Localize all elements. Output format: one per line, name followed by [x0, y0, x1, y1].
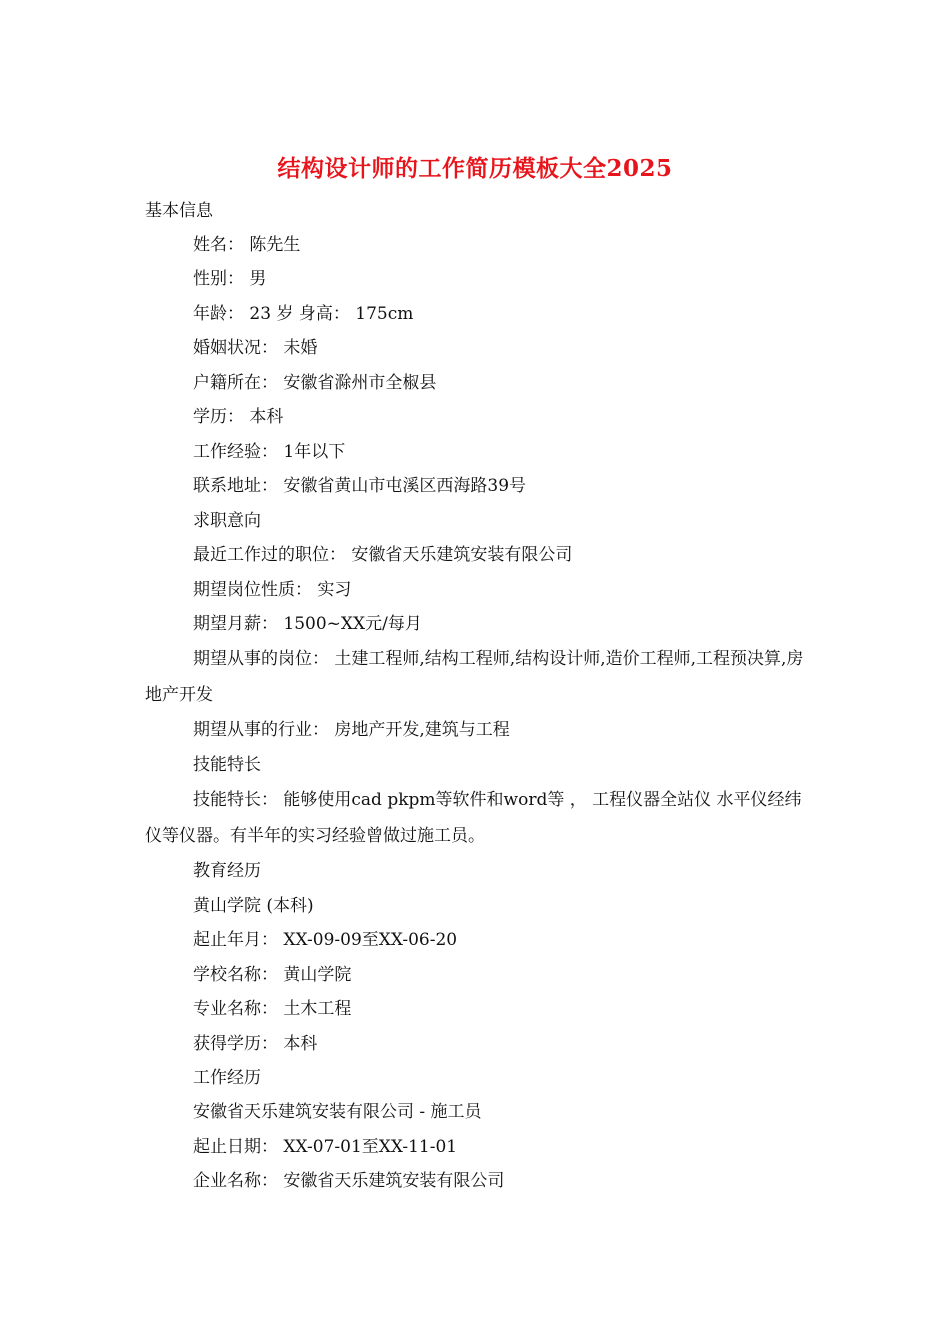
- field-hukou: 户籍所在： 安徽省滁州市全椒县: [193, 373, 437, 393]
- field-salary: 期望月薪： 1500~XX元/每月: [193, 614, 422, 634]
- education-school-line: 黄山学院 (本科): [193, 896, 314, 916]
- field-recent-position: 最近工作过的职位： 安徽省天乐建筑安装有限公司: [193, 545, 573, 565]
- field-job-type: 期望岗位性质： 实习: [193, 580, 352, 600]
- field-education: 学历： 本科: [193, 407, 284, 427]
- field-company: 企业名称： 安徽省天乐建筑安装有限公司: [193, 1171, 505, 1191]
- field-marital: 婚姻状况： 未婚: [193, 338, 318, 358]
- work-company-line: 安徽省天乐建筑安装有限公司 - 施工员: [193, 1102, 482, 1122]
- field-skills: 技能特长： 能够使用cad pkpm等软件和word等 ， 工程仪器全站仪 水平仪经纬仪等仪器。有半年的实习经验曾做过施工员。: [145, 790, 802, 846]
- field-desired-positions: 期望从事的岗位： 土建工程师,结构工程师,结构设计师,造价工程师,工程预决算,房地产开发: [145, 649, 804, 705]
- field-degree: 获得学历： 本科: [193, 1034, 318, 1054]
- field-age-height: 年龄： 23 岁 身高： 175cm: [193, 304, 414, 324]
- field-address: 联系地址： 安徽省黄山市屯溪区西海路39号: [193, 476, 527, 496]
- section-heading-intention: 求职意向: [193, 511, 261, 531]
- section-heading-skills: 技能特长: [193, 755, 261, 775]
- field-desired-industries: 期望从事的行业： 房地产开发,建筑与工程: [193, 720, 510, 740]
- field-school: 学校名称： 黄山学院: [193, 965, 352, 985]
- field-major: 专业名称： 土木工程: [193, 999, 352, 1019]
- section-heading-basic: 基本信息: [145, 201, 213, 221]
- field-gender: 性别： 男: [193, 269, 267, 289]
- field-edu-period: 起止年月： XX-09-09至XX-06-20: [193, 930, 458, 950]
- section-heading-work: 工作经历: [193, 1068, 261, 1088]
- page-title: 结构设计师的工作简历模板大全2025: [277, 155, 673, 182]
- section-heading-education: 教育经历: [193, 861, 261, 881]
- field-name: 姓名： 陈先生: [193, 235, 301, 255]
- field-experience: 工作经验： 1年以下: [193, 442, 346, 462]
- field-work-period: 起止日期： XX-07-01至XX-11-01: [193, 1137, 458, 1157]
